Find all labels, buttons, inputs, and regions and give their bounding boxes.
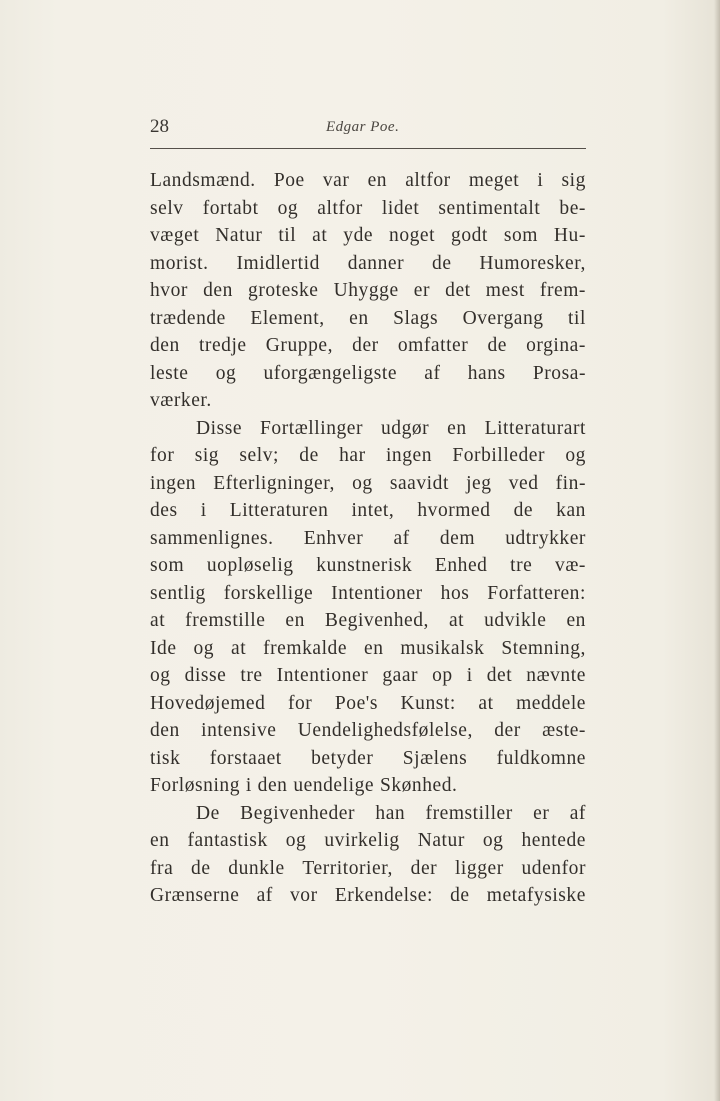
word: i [200,500,207,521]
word: danner [347,252,405,274]
word: Forfatteren: [487,582,586,604]
word: meddele [516,692,586,714]
word: sig [561,170,586,191]
word: i [245,775,252,796]
word: ved [508,472,539,494]
word: det [445,280,471,301]
word: fra [150,857,174,879]
text-line [150,580,586,608]
text-line [150,745,586,773]
text-line [150,305,586,333]
word: hans [467,362,506,384]
word: hentede [521,830,586,851]
word: Prosa- [532,362,586,384]
text-line [150,800,586,828]
text-line [150,387,586,415]
word: og [150,665,171,686]
word: hvormed [417,500,491,521]
text-line [150,442,586,470]
word: ingen [150,472,197,494]
word: fortabt [202,197,259,219]
word: Enhver [303,527,364,549]
text-line [150,607,586,635]
word: Kunst: [400,692,456,714]
word: saavidt [389,472,449,494]
word: en [150,830,170,851]
word: den [150,720,180,741]
word: kan [556,500,586,521]
word: udtrykker [505,527,586,549]
word: for [150,445,175,466]
word: frem- [539,280,586,301]
word: at [150,610,166,631]
word: de [513,500,534,521]
word: udenfor [521,857,586,879]
word: dunkle [228,857,285,879]
word: udgør [380,417,430,439]
word: har [339,445,366,466]
word: og [215,362,237,384]
word: noget [389,225,436,246]
word: en [349,307,369,329]
word: at [312,225,328,246]
word: hvor [150,280,188,301]
word: og [277,197,299,219]
text-line [150,662,586,690]
word: en [363,637,384,659]
word: omfatter [397,335,469,356]
word: Landsmænd. [150,170,256,191]
text-line [150,717,586,745]
word: Begivenheder [240,802,356,824]
word: som [503,225,538,246]
word: og [193,637,215,659]
word: de [191,857,211,879]
word: det [486,665,513,686]
text-line [150,552,586,580]
word: musikalsk [400,637,485,659]
word: Litteraturart [484,417,586,439]
word: af [569,802,586,824]
word: en [447,417,467,439]
text-line [150,360,586,388]
text-line [150,222,586,250]
word: groteske [248,280,319,301]
running-title: Edgar Poe. [326,119,400,135]
text-line [150,635,586,663]
word: betyder [311,747,374,769]
body-text [150,167,586,910]
word: tre [240,665,263,686]
word: den [257,775,288,796]
word: nævnte [526,665,586,686]
word: og [565,445,586,466]
word: orgina- [526,335,586,356]
page-header [150,116,586,144]
word: til [568,307,586,329]
word: i [466,665,473,686]
word: en [285,610,305,631]
word: af [393,527,410,549]
word: der [410,857,438,879]
header-rule [150,148,586,149]
word: Poe [273,170,305,191]
text-line [150,195,586,223]
word: sentlig [150,582,206,604]
word: Overgang [462,307,544,329]
word: Grænserne [150,885,240,906]
word: Imidlertid [236,252,320,274]
word: fremstiller [425,802,513,824]
word: jeg [466,472,492,494]
word: af [256,885,273,906]
text-line [150,772,586,800]
word: Efterligninger, [213,472,335,494]
word: Forbilleder [452,445,546,466]
word: i [537,170,544,191]
word: Erkendelse: [334,885,433,906]
word: en [367,170,388,191]
word: er [413,280,431,301]
word: selv; [239,445,279,466]
word: dem [439,527,476,549]
word: Hu- [553,225,586,246]
word: Begivenhed, [324,610,429,631]
word: leste [150,362,189,384]
word: den [150,335,180,356]
word: godt [451,225,488,246]
word: gaar [382,665,419,686]
word: der [494,720,521,741]
word: tisk [150,747,181,769]
word: Intentioner [331,582,423,604]
word: metafysiske [486,885,586,906]
word: morist. [150,252,209,274]
word: selv [150,197,184,219]
word: sig [194,445,220,466]
word: til [278,225,297,246]
word: disse [184,665,227,686]
text-line [150,277,586,305]
word: de [299,445,319,466]
word: sammenlignes. [150,527,274,549]
word: ingen [385,445,433,466]
text-line [150,497,586,525]
word: De [196,802,220,824]
word: er [533,802,550,824]
word: udvikle [484,610,547,631]
word: uendelige [293,775,375,796]
word: Uhygge [333,280,399,301]
word: Disse [196,417,243,439]
word: væget [150,225,200,246]
text-line [150,855,586,883]
word: at [448,610,465,631]
word: værker. [150,390,212,411]
word: og [482,830,504,851]
text-line [150,525,586,553]
word: væ- [555,555,586,576]
word: Gruppe, [265,335,334,356]
word: vor [290,885,318,906]
word: kunstnerisk [316,555,413,576]
text-line [150,250,586,278]
word: Intentioner [276,665,369,686]
word: Natur [417,830,465,851]
word: intensive [201,720,277,741]
word: Fortællinger [260,417,364,439]
word: des [150,500,178,521]
text-line [150,415,586,443]
word: uforgængeligste [263,362,398,384]
page-number: 28 [150,116,169,137]
word: mest [485,280,525,301]
word: Uendelighedsfølelse, [297,720,473,741]
word: der [352,335,379,356]
word: yde [343,225,374,246]
word: som [150,555,185,576]
word: for [287,692,313,714]
word: Skønhed. [379,775,458,796]
word: altfor [317,197,363,219]
word: altfor [405,170,451,191]
word: Enhed [434,555,488,576]
word: at [478,692,494,714]
text-line [150,882,586,910]
word: var [322,170,350,191]
word: og [285,830,307,851]
word: den [203,280,233,301]
word: at [230,637,247,659]
word: ligger [454,857,504,879]
word: fremkalde [263,637,348,659]
word: tredje [198,335,247,356]
word: Element, [250,307,325,329]
word: fantastisk [187,830,268,851]
word: æste- [542,720,586,741]
word: be- [559,197,586,219]
word: uopløselig [206,555,294,576]
word: lidet [381,197,420,219]
word: intet, [351,500,395,521]
word: op [432,665,453,686]
word: fuldkomne [496,747,586,769]
word: Hovedøjemed [150,692,266,714]
word: de [487,335,507,356]
word: de [450,885,470,906]
word: forstaaet [209,747,282,769]
word: forskellige [223,582,314,604]
text-line [150,827,586,855]
word: Sjælens [402,747,468,769]
word: Forløsning [150,775,241,796]
text-line [150,690,586,718]
word: hos [440,582,470,604]
word: sentimentalt [438,197,541,219]
word: de [432,252,452,274]
text-line [150,470,586,498]
word: fremstille [185,610,266,631]
word: tre [510,555,533,576]
word: af [424,362,441,384]
word: meget [468,170,520,191]
word: en [566,610,586,631]
word: Slags [393,307,439,329]
page-edge-shadow [714,0,720,1101]
word: Ide [150,637,177,659]
word: Natur [215,225,263,246]
word: fin- [555,472,586,494]
word: Poe's [334,692,378,714]
text-line [150,167,586,195]
word: Territorier, [302,857,393,879]
word: Humoresker, [479,252,586,274]
word: og [352,472,373,494]
text-line [150,332,586,360]
word: han [375,802,406,824]
word: uvirkelig [324,830,400,851]
word: Stemning, [501,637,586,659]
word: Litteraturen [229,500,329,521]
word: trædende [150,307,226,329]
